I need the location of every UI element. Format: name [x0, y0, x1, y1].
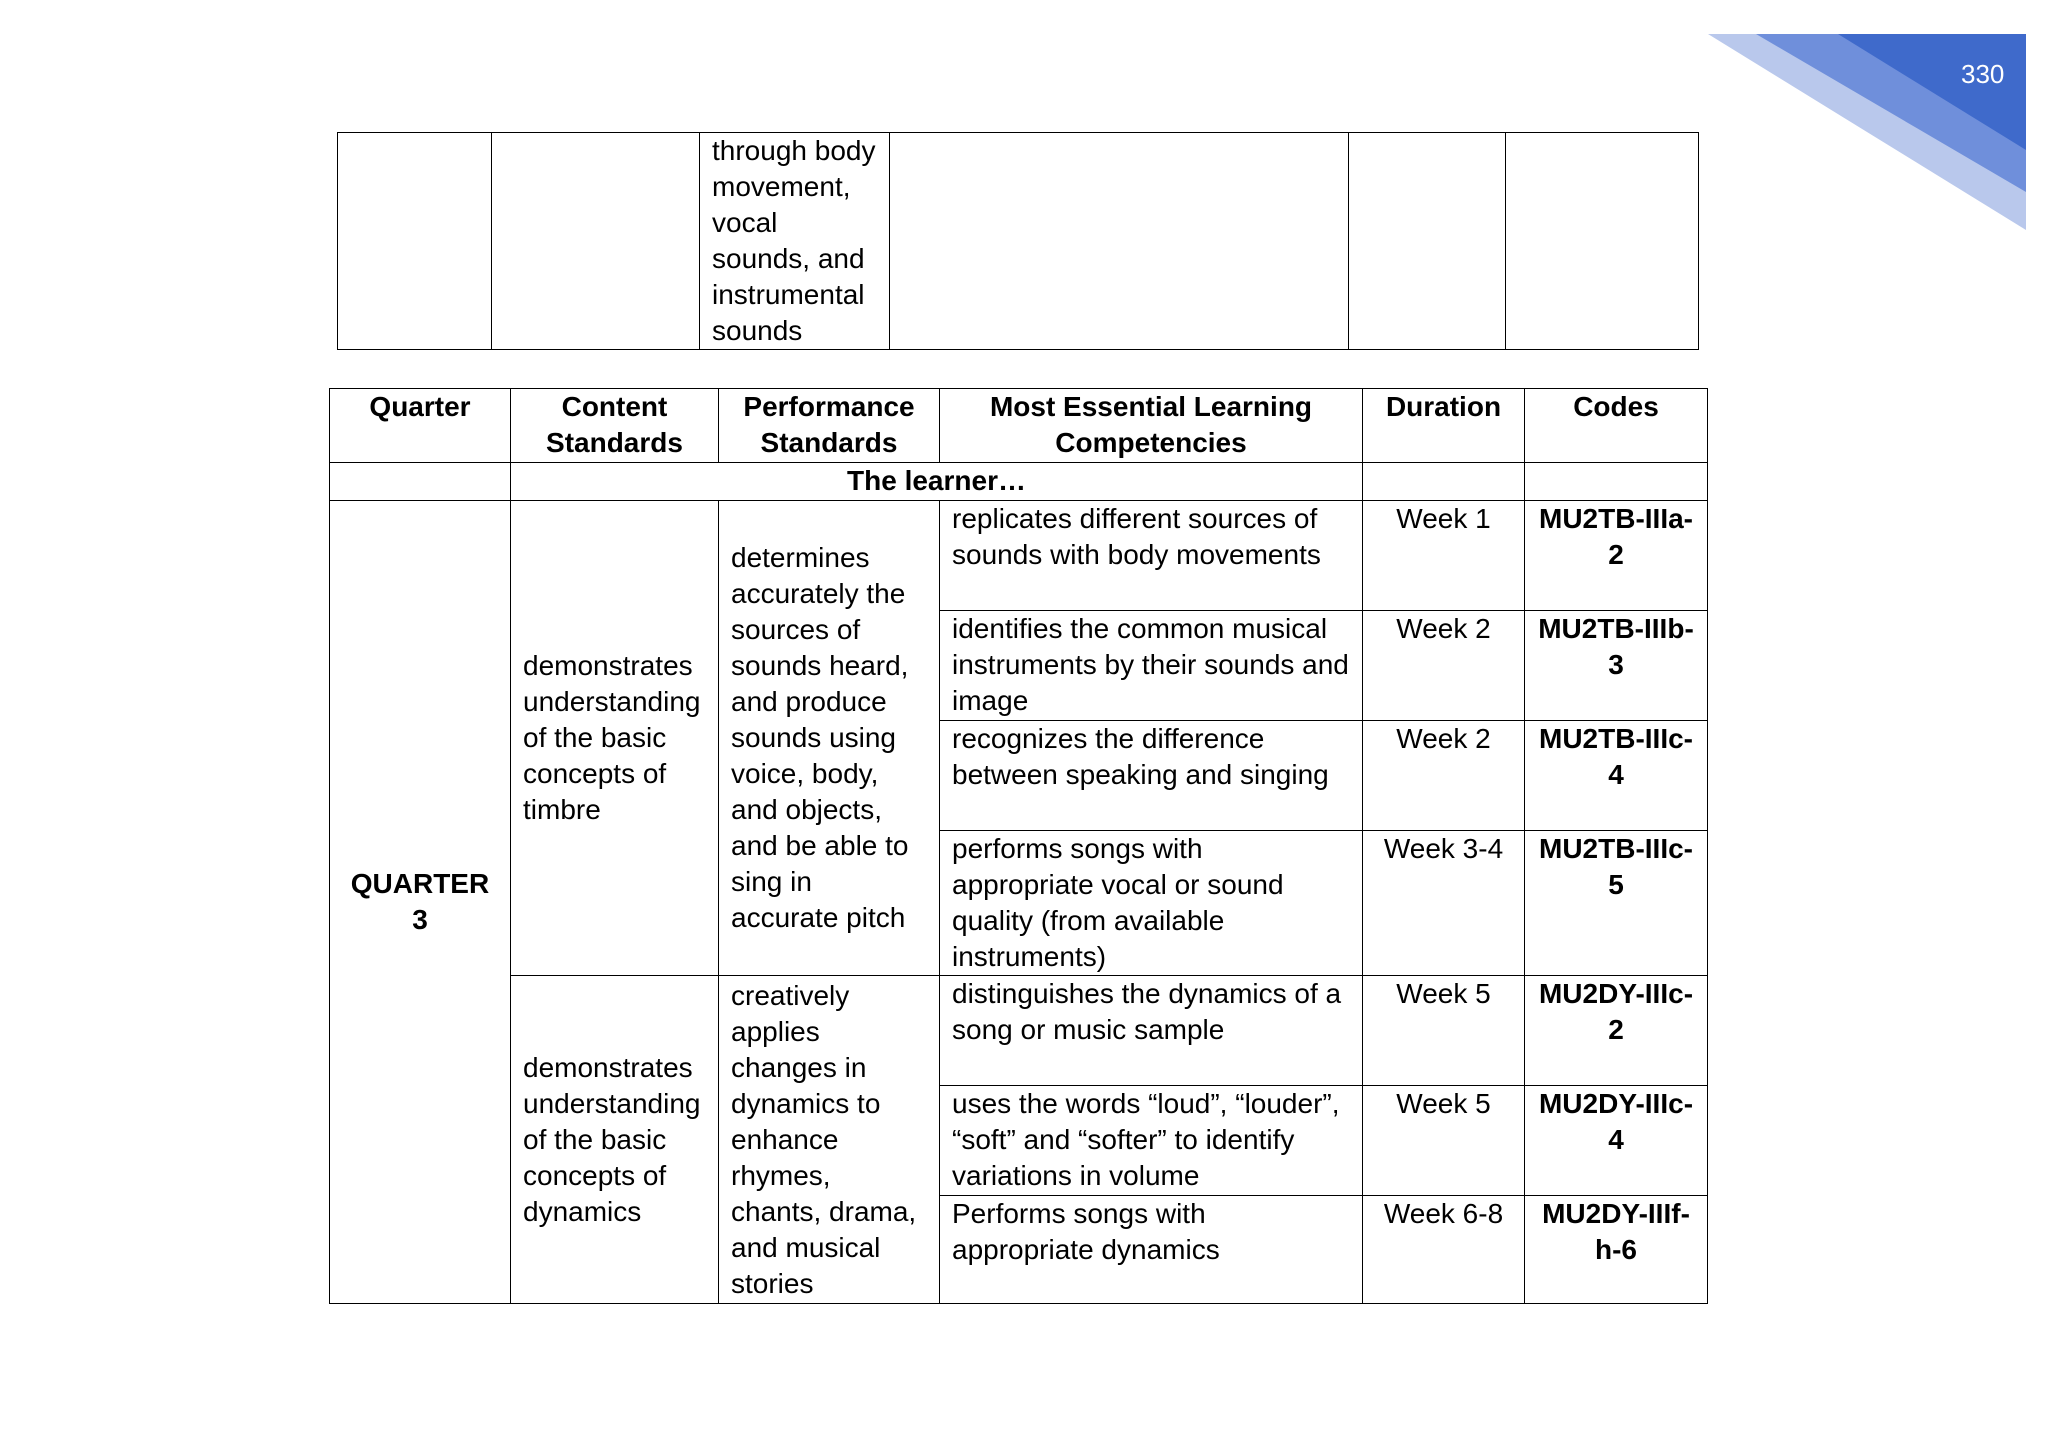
duration: Week 5 — [1363, 976, 1525, 1086]
duration: Week 3-4 — [1363, 831, 1525, 976]
header-competencies: Most Essential Learning Competencies — [940, 389, 1363, 463]
code: MU2TB-IIIc-5 — [1525, 831, 1708, 976]
empty-cell — [492, 133, 700, 350]
quarter-label: QUARTER 3 — [330, 501, 511, 1304]
content-standard: demonstrates understanding of the basic concepts of timbre — [511, 501, 719, 976]
performance-standard: determines accurately the sources of sounds heard, and produce sounds using voice, body, and objects, and be able to sing in accurate pitch — [719, 501, 940, 976]
continuation-table — [337, 132, 1699, 350]
empty-cell — [1363, 463, 1525, 501]
corner-decoration — [1708, 0, 2048, 240]
table-row — [330, 976, 1708, 1086]
competency: performs songs with appropriate vocal or sound quality (from available instruments) — [940, 831, 1363, 976]
header-quarter: Quarter — [330, 389, 511, 463]
competency: identifies the common musical instruments by their sounds and image — [940, 611, 1363, 721]
competency: recognizes the difference between speaking and singing — [940, 721, 1363, 831]
table-row — [330, 501, 1708, 611]
page-number: 330 — [1961, 59, 2005, 89]
competency: replicates different sources of sounds with body movements — [940, 501, 1363, 611]
content-standard: demonstrates understanding of the basic concepts of dynamics — [511, 976, 719, 1304]
code: MU2DY-IIIf-h-6 — [1525, 1196, 1708, 1304]
competency: uses the words “loud”, “louder”, “soft” and “softer” to identify variations in volume — [940, 1086, 1363, 1196]
empty-cell — [1506, 133, 1699, 350]
header-performance-standards: Performance Standards — [719, 389, 940, 463]
learner-label: The learner… — [511, 463, 1363, 501]
header-codes: Codes — [1525, 389, 1708, 463]
duration: Week 2 — [1363, 611, 1525, 721]
empty-cell — [330, 463, 511, 501]
code: MU2TB-IIIa-2 — [1525, 501, 1708, 611]
empty-cell — [1525, 463, 1708, 501]
performance-standard: creatively applies changes in dynamics to enhance rhymes, chants, drama, and musical stories — [719, 976, 940, 1304]
performance-continuation: through body movement, vocal sounds, and instrumental sounds — [700, 133, 890, 350]
duration: Week 6-8 — [1363, 1196, 1525, 1304]
empty-cell — [338, 133, 492, 350]
code: MU2DY-IIIc-4 — [1525, 1086, 1708, 1196]
duration: Week 2 — [1363, 721, 1525, 831]
competency: distinguishes the dynamics of a song or music sample — [940, 976, 1363, 1086]
duration: Week 5 — [1363, 1086, 1525, 1196]
code: MU2TB-IIIb-3 — [1525, 611, 1708, 721]
header-duration: Duration — [1363, 389, 1525, 463]
empty-cell — [1349, 133, 1506, 350]
duration: Week 1 — [1363, 501, 1525, 611]
competency: Performs songs with appropriate dynamics — [940, 1196, 1363, 1304]
code: MU2DY-IIIc-2 — [1525, 976, 1708, 1086]
code: MU2TB-IIIc-4 — [1525, 721, 1708, 831]
header-content-standards: Content Standards — [511, 389, 719, 463]
empty-cell — [890, 133, 1349, 350]
curriculum-table — [329, 388, 1708, 1304]
